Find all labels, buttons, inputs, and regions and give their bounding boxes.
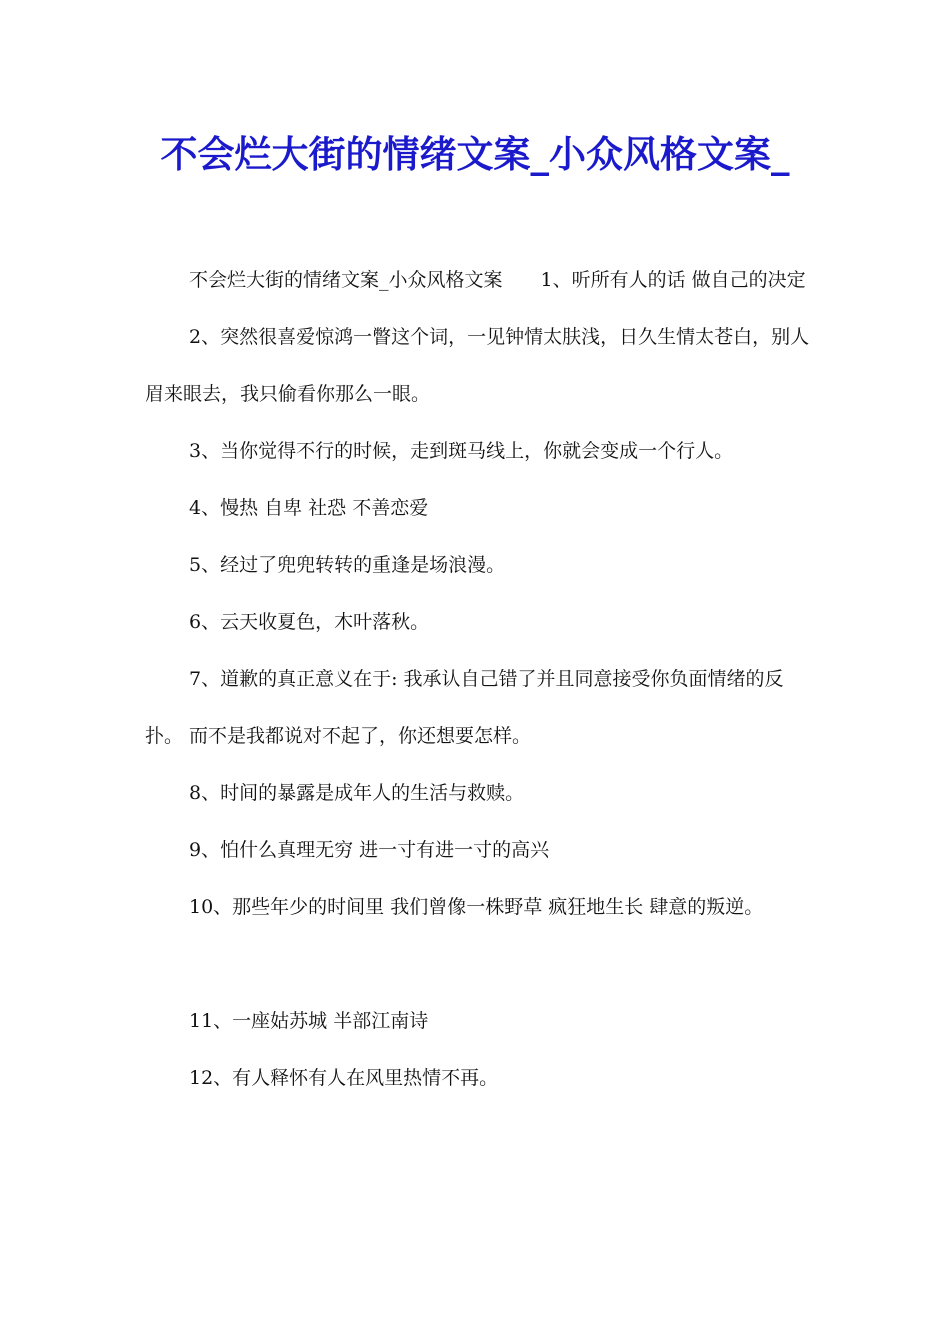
paragraph-3: 3、当你觉得不行的时候，走到斑马线上，你就会变成一个行人。 — [189, 440, 734, 462]
paragraph-12: 12、有人释怀有人在风里热情不再。 — [189, 1067, 499, 1089]
paragraph-5: 5、经过了兜兜转转的重逢是场浪漫。 — [189, 554, 506, 576]
paragraph-7: 7、道歉的真正意义在于: 我承认自己错了并且同意接受你负面情绪的反扑。 而不是我都说对不起了，你还想要怎样。 — [145, 668, 784, 747]
paragraph-1: 不会烂大街的情绪文案_小众风格文案 1、听所有人的话 做自己的决定 — [189, 269, 806, 291]
blank-line — [145, 936, 810, 993]
paragraph-4: 4、慢热 自卑 社恐 不善恋爱 — [189, 497, 429, 519]
paragraph-9: 9、怕什么真理无穷 进一寸有进一寸的高兴 — [189, 839, 550, 861]
paragraph-8: 8、时间的暴露是成年人的生活与救赎。 — [189, 782, 525, 804]
document-body — [145, 252, 810, 1107]
document-title: 不会烂大街的情绪文案_小众风格文案_ — [160, 132, 790, 176]
paragraph-6: 6、云天收夏色，木叶落秋。 — [189, 611, 430, 633]
paragraph-2: 2、突然很喜爱惊鸿一瞥这个词，一见钟情太肤浅，日久生情太苍白，别人眉来眼去，我只偷看你那么一眼。 — [145, 326, 810, 405]
paragraph-10: 10、那些年少的时间里 我们曾像一株野草 疯狂地生长 肆意的叛逆。 — [189, 896, 764, 918]
paragraph-11: 11、一座姑苏城 半部江南诗 — [189, 1010, 429, 1032]
